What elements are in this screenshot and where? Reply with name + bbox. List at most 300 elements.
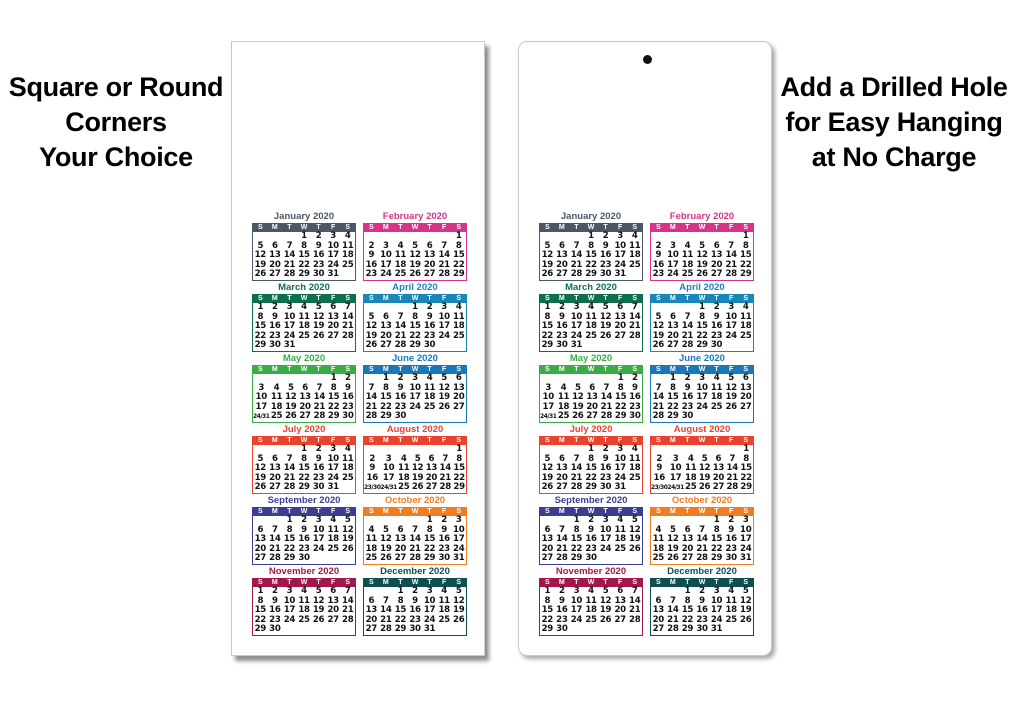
day-cell: 5 (344, 515, 351, 525)
day-cell: 9 (699, 595, 705, 606)
day-cell: 28 (439, 482, 451, 493)
month-calendar (252, 424, 356, 494)
day-cell: 19 (698, 472, 711, 483)
day-cell: 13 (365, 605, 377, 616)
day-cell: 26 (411, 482, 424, 493)
weekday-label: W (587, 366, 595, 373)
day-cell: 19 (541, 472, 553, 483)
weekday-label: S (655, 437, 661, 444)
day-cell: 23 (696, 614, 708, 625)
day-cell: 12 (629, 524, 641, 535)
month-calendar (539, 566, 643, 636)
weekday-label: W (587, 224, 595, 231)
weekday-label: F (728, 579, 734, 586)
day-cell: 22 (585, 472, 597, 483)
weekday-label: M (382, 579, 389, 586)
weekday-label: W (300, 295, 308, 302)
day-cell: 30 (298, 553, 310, 564)
weekday-label: F (617, 508, 623, 515)
day-cell: 25 (423, 401, 436, 412)
weekday-label: W (587, 508, 595, 515)
day-cell: 15 (423, 534, 436, 545)
day-cell: 14 (342, 595, 354, 606)
day-cell: 23 (298, 543, 310, 554)
day-cell: 31 (710, 624, 723, 635)
day-cell: 29 (409, 340, 421, 351)
day-cell: 10 (382, 463, 395, 474)
day-cell: 1 (699, 302, 705, 312)
weekday-label: S (632, 366, 638, 373)
day-cell: 6 (655, 595, 662, 606)
day-cell: 3 (573, 302, 580, 312)
month-grid-box (650, 436, 754, 494)
weekday-label: T (714, 508, 719, 515)
weekday-label: S (368, 437, 374, 444)
day-grid (540, 374, 642, 422)
day-cell: 13 (740, 382, 752, 393)
month-title: February 2020 (669, 211, 735, 222)
day-cell: 19 (254, 472, 266, 483)
day-cell: 21 (342, 321, 354, 332)
day-cell: 31 (740, 553, 752, 564)
day-cell: 4 (560, 382, 567, 393)
weekday-label: F (617, 224, 623, 231)
day-cell: 31 (614, 482, 626, 493)
day-cell: 4 (713, 373, 720, 383)
day-cell: 16 (394, 392, 407, 403)
day-cell: 17 (327, 463, 339, 474)
weekday-label: M (669, 224, 676, 231)
weekday-label: T (287, 366, 292, 373)
weekday-label: S (456, 295, 462, 302)
day-cell: 8 (301, 453, 307, 464)
day-cell: 29 (453, 269, 465, 280)
day-cell: 30 (725, 553, 737, 564)
weekday-label: W (698, 579, 706, 586)
day-cell: 29 (585, 269, 597, 280)
day-cell: 30 (710, 340, 723, 351)
day-cell: 18 (740, 321, 752, 332)
day-cell: 2 (301, 515, 307, 525)
month-calendar (252, 282, 356, 352)
month-title: December 2020 (667, 566, 737, 577)
day-cell: 10 (423, 595, 436, 606)
day-cell: 24/31 (540, 413, 557, 421)
day-cell: 15 (710, 534, 723, 545)
day-cell: 1 (588, 231, 594, 241)
day-cell: 17 (710, 605, 723, 616)
weekday-label: T (685, 508, 690, 515)
day-cell: 6 (455, 373, 462, 383)
day-cell: 24 (409, 401, 421, 412)
day-cell: 25 (585, 614, 597, 625)
day-cell: 16 (629, 392, 641, 403)
day-cell: 26 (254, 482, 266, 493)
day-cell: 20 (614, 605, 626, 616)
day-cell: 6 (684, 524, 691, 535)
month-title: April 2020 (392, 282, 438, 293)
day-cell: 1 (383, 373, 389, 383)
day-cell: 13 (425, 463, 438, 474)
weekday-label: F (330, 579, 336, 586)
day-cell: 5 (670, 524, 676, 535)
weekday-label: S (456, 366, 462, 373)
day-cell: 17 (382, 472, 395, 483)
day-cell: 25 (398, 482, 410, 493)
day-cell: 6 (272, 240, 278, 251)
day-cell: 20 (556, 472, 568, 483)
day-cell: 4 (426, 373, 433, 383)
day-cell: 25 (438, 614, 450, 625)
day-cell: 22 (254, 330, 266, 341)
day-cell: 8 (684, 595, 691, 606)
day-cell: 28 (313, 411, 325, 422)
day-cell: 5 (631, 515, 638, 525)
day-cell: 19 (285, 401, 297, 412)
day-cell: 22 (541, 614, 553, 625)
weekday-label: W (300, 508, 308, 515)
day-cell: 26 (667, 553, 679, 564)
day-cell: 29 (423, 553, 436, 564)
month-grid-box (539, 365, 643, 423)
month-grid-box (252, 436, 356, 494)
weekday-label: S (345, 366, 351, 373)
day-cell: 28 (283, 269, 296, 280)
day-cell: 21 (283, 472, 296, 483)
day-cell: 5 (455, 586, 462, 596)
day-cell: 4 (397, 240, 404, 251)
day-cell: 5 (412, 240, 418, 251)
day-cell: 6 (559, 453, 565, 464)
day-cell: 5 (602, 586, 609, 596)
weekday-label: W (411, 295, 419, 302)
day-cell: 30 (556, 624, 568, 635)
weekday-label: T (603, 224, 608, 231)
month-grid-box (363, 436, 467, 494)
day-cell: 24 (327, 259, 339, 270)
weekday-label: T (685, 579, 690, 586)
day-cell: 22 (614, 401, 627, 412)
day-cell: 9 (632, 382, 638, 393)
weekday-label: S (544, 224, 550, 231)
weekday-label: M (558, 579, 565, 586)
day-cell: 12 (725, 382, 737, 393)
day-cell: 24 (725, 330, 737, 341)
day-cell: 29 (254, 340, 266, 351)
day-cell: 12 (453, 595, 465, 606)
day-cell: 26 (696, 269, 708, 280)
day-cell: 23 (365, 269, 377, 280)
month-title: February 2020 (382, 211, 448, 222)
day-cell: 20 (327, 605, 339, 616)
day-cell: 8 (588, 453, 594, 464)
month-grid-box (650, 223, 754, 281)
day-grid (540, 232, 642, 280)
day-cell: 27 (269, 482, 281, 493)
weekday-label: S (257, 437, 263, 444)
weekday-label: S (257, 224, 263, 231)
day-cell: 30 (423, 340, 436, 351)
day-cell: 13 (453, 382, 465, 393)
day-cell: 11 (725, 595, 737, 606)
weekday-label: T (427, 224, 432, 231)
day-cell: 23 (599, 259, 612, 270)
day-cell: 13 (327, 595, 339, 606)
month-title: November 2020 (555, 566, 627, 577)
day-cell: 4 (631, 444, 638, 454)
day-cell: 21 (313, 401, 325, 412)
month-calendar (363, 566, 467, 636)
weekday-label: T (685, 366, 690, 373)
month-grid-box (650, 294, 754, 352)
weekday-label: T (714, 224, 719, 231)
day-cell: 31 (570, 340, 583, 351)
day-cell: 17 (438, 321, 450, 332)
day-cell: 11 (453, 311, 465, 322)
day-cell: 13 (269, 463, 281, 474)
weekday-label: T (398, 508, 403, 515)
day-cell: 6 (715, 453, 722, 464)
day-cell: 9 (728, 524, 734, 535)
day-cell: 5 (257, 453, 264, 464)
weekday-label: M (382, 366, 389, 373)
day-cell: 13 (327, 311, 339, 322)
weekday-label: W (698, 224, 706, 231)
day-cell: 30 (585, 553, 597, 564)
day-cell: 2 (655, 240, 662, 251)
day-cell: 28 (380, 624, 392, 635)
weekday-label: T (685, 224, 690, 231)
day-cell: 20 (254, 543, 266, 554)
day-cell: 29 (570, 553, 583, 564)
day-grid (364, 516, 466, 564)
day-cell: 12 (667, 534, 679, 545)
day-cell: 17 (453, 534, 465, 545)
day-cell: 18 (298, 321, 310, 332)
day-cell: 3 (286, 586, 293, 596)
day-cell: 11 (438, 595, 450, 606)
day-cell: 5 (368, 311, 375, 322)
day-cell: 7 (729, 453, 736, 464)
day-cell: 12 (254, 463, 266, 474)
day-cell: 1 (743, 444, 749, 454)
day-cell: 31 (423, 624, 436, 635)
day-cell: 27 (380, 340, 392, 351)
day-cell: 14 (342, 311, 354, 322)
weekday-label: S (632, 437, 638, 444)
day-cell: 8 (426, 524, 433, 535)
day-cell: 10 (599, 524, 612, 535)
day-cell: 24 (696, 401, 708, 412)
day-cell: 2 (602, 444, 609, 454)
day-cell: 21 (696, 543, 708, 554)
day-cell: 29 (327, 411, 340, 422)
day-cell: 17 (283, 321, 296, 332)
day-cell: 29 (696, 340, 708, 351)
day-cell: 24/31 (667, 484, 684, 492)
weekday-label: M (382, 295, 389, 302)
weekday-label: T (603, 295, 608, 302)
day-cell: 14 (283, 250, 296, 261)
month-calendar (650, 566, 754, 636)
weekday-label: M (669, 366, 676, 373)
month-title: May 2020 (282, 353, 326, 364)
weekday-label: F (441, 579, 447, 586)
day-cell: 22 (283, 543, 296, 554)
day-cell: 28 (726, 482, 738, 493)
day-cell: 10 (409, 382, 421, 393)
day-cell: 10 (570, 311, 583, 322)
month-calendar (650, 353, 754, 423)
month-title: March 2020 (565, 282, 617, 293)
month-grid-box (363, 223, 467, 281)
day-cell: 16 (556, 321, 568, 332)
day-cell: 29 (541, 624, 553, 635)
day-cell: 13 (556, 250, 568, 261)
day-cell: 27 (614, 614, 626, 625)
day-cell: 3 (672, 453, 679, 464)
day-cell: 3 (383, 240, 389, 251)
caption-line: Square or Round (8, 72, 224, 102)
weekday-label: S (655, 366, 661, 373)
day-cell: 25 (365, 553, 377, 564)
month-title: April 2020 (679, 282, 725, 293)
day-cell: 1 (286, 515, 293, 525)
day-cell: 23 (725, 543, 737, 554)
day-cell: 9 (426, 311, 433, 322)
day-cell: 17 (725, 321, 737, 332)
month-title: September 2020 (267, 495, 341, 506)
day-cell: 26 (285, 411, 297, 422)
day-cell: 29 (681, 624, 694, 635)
day-cell: 2 (559, 586, 565, 596)
day-cell: 6 (589, 382, 595, 393)
day-cell: 4 (273, 382, 280, 393)
day-cell: 2 (426, 302, 433, 312)
day-cell: 19 (312, 605, 325, 616)
weekday-label: W (411, 437, 419, 444)
day-cell: 21 (652, 401, 664, 412)
day-cell: 5 (315, 586, 322, 596)
day-cell: 25 (394, 269, 407, 280)
day-cell: 29 (541, 340, 553, 351)
weekday-label: W (411, 579, 419, 586)
month-calendar (539, 353, 643, 423)
day-cell: 24 (283, 614, 296, 625)
day-cell: 22 (681, 614, 694, 625)
day-cell: 2 (315, 231, 322, 241)
day-cell: 23 (629, 401, 641, 412)
day-cell: 1 (544, 586, 551, 596)
month-grid-box (539, 507, 643, 565)
calendar-card-square-corners (231, 41, 485, 656)
day-cell: 5 (699, 240, 705, 251)
day-cell: 9 (655, 250, 662, 261)
weekday-label: T (287, 295, 292, 302)
day-cell: 24 (740, 543, 752, 554)
day-cell: 15 (667, 392, 679, 403)
day-cell: 2 (656, 453, 663, 464)
day-cell: 16 (312, 250, 325, 261)
day-cell: 30 (681, 411, 694, 422)
weekday-label: M (271, 508, 278, 515)
day-cell: 13 (614, 311, 626, 322)
weekday-label: T (603, 579, 608, 586)
day-cell: 18 (652, 543, 664, 554)
day-cell: 20 (425, 472, 438, 483)
month-calendar (363, 211, 467, 281)
day-cell: 10 (327, 453, 339, 464)
day-cell: 13 (254, 534, 266, 545)
day-cell: 23 (269, 614, 281, 625)
weekday-label: W (300, 579, 308, 586)
day-grid (364, 445, 466, 493)
day-cell: 7 (573, 453, 580, 464)
day-cell: 13 (586, 392, 598, 403)
day-cell: 1 (456, 444, 462, 454)
day-cell: 12 (312, 595, 325, 606)
weekday-label: S (632, 508, 638, 515)
month-calendar (363, 424, 467, 494)
day-cell: 17 (599, 534, 612, 545)
day-cell: 1 (544, 302, 551, 312)
day-cell: 21 (365, 401, 377, 412)
weekday-label: F (441, 224, 447, 231)
day-cell: 30 (409, 624, 421, 635)
day-cell: 13 (652, 605, 664, 616)
day-cell: 25 (685, 482, 697, 493)
day-cell: 10 (283, 311, 296, 322)
day-cell: 19 (380, 543, 392, 554)
day-cell: 15 (740, 250, 752, 261)
day-cell: 1 (257, 586, 264, 596)
day-cell: 18 (394, 259, 407, 270)
day-cell: 13 (380, 321, 392, 332)
day-cell: 28 (667, 624, 679, 635)
day-cell: 30 (599, 482, 612, 493)
day-cell: 6 (544, 524, 551, 535)
weekday-label: T (316, 224, 321, 231)
day-cell: 11 (394, 250, 407, 261)
day-cell: 19 (696, 259, 708, 270)
day-cell: 11 (298, 311, 310, 322)
weekday-label: M (271, 366, 278, 373)
day-cell: 29 (614, 411, 627, 422)
weekday-label: S (257, 295, 263, 302)
weekday-label: S (655, 579, 661, 586)
day-cell: 26 (312, 614, 325, 625)
day-cell: 27 (556, 269, 568, 280)
weekday-label: M (558, 508, 565, 515)
day-grid (651, 445, 753, 493)
month-calendar (252, 566, 356, 636)
day-cell: 2 (315, 444, 322, 454)
day-cell: 11 (710, 382, 723, 393)
day-cell: 6 (330, 302, 336, 312)
day-cell: 5 (728, 373, 734, 383)
day-cell: 15 (254, 321, 266, 332)
day-cell: 10 (696, 382, 708, 393)
weekday-label: S (544, 437, 550, 444)
day-cell: 19 (453, 605, 465, 616)
day-cell: 20 (269, 259, 281, 270)
day-cell: 5 (414, 453, 421, 464)
day-grid (253, 374, 355, 422)
day-cell: 26 (438, 401, 450, 412)
caption-line: for Easy Hanging (785, 107, 1003, 137)
day-cell: 3 (617, 444, 623, 454)
day-cell: 11 (629, 453, 641, 464)
